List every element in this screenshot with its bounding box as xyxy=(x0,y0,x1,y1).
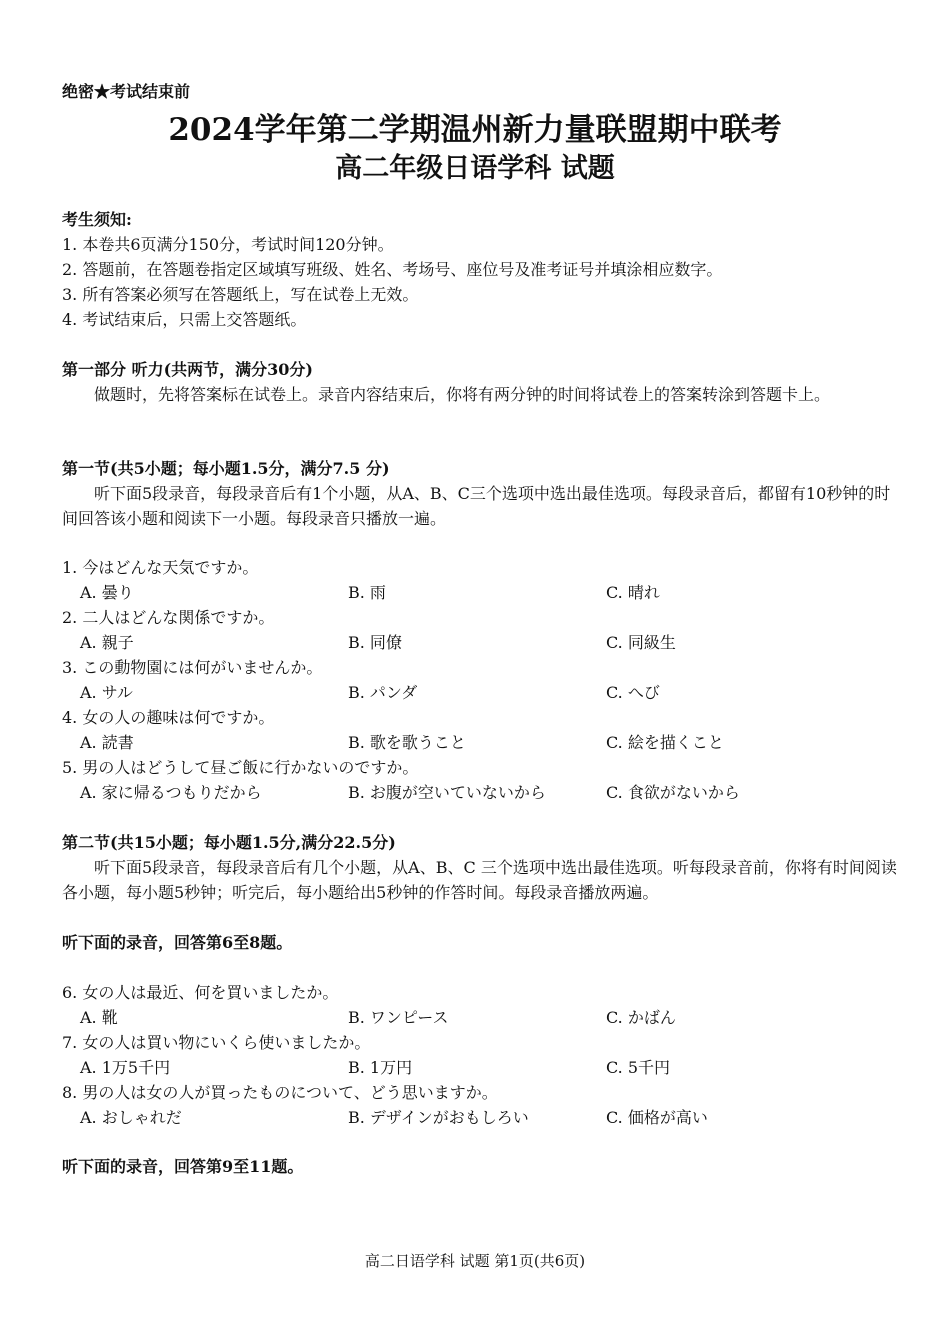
option-row xyxy=(62,630,902,655)
notice-heading: 考生须知: xyxy=(62,210,132,229)
exam-title: 2024学年第二学期温州新力量联盟期中联考 xyxy=(168,112,782,148)
option-c: C. 同級生 xyxy=(606,633,676,652)
option-row xyxy=(62,780,902,805)
option-a: A. おしゃれだ xyxy=(80,1108,182,1127)
question-text: 1. 今はどんな天気ですか。 xyxy=(62,558,259,577)
option-row xyxy=(62,680,902,705)
option-row xyxy=(62,730,902,755)
notice-item: 1. 本卷共6页满分150分，考试时间120分钟。 xyxy=(62,235,394,254)
option-c: C. 価格が高い xyxy=(606,1108,708,1127)
option-c: C. 5千円 xyxy=(606,1058,671,1077)
option-b: B. 同僚 xyxy=(348,633,402,652)
option-a: A. 親子 xyxy=(80,633,134,652)
option-c: C. 晴れ xyxy=(606,583,660,602)
notice-block xyxy=(62,207,902,332)
question-text: 4. 女の人の趣味は何ですか。 xyxy=(62,708,275,727)
question-text: 8. 男の人は女の人が買ったものについて、どう思いますか。 xyxy=(62,1083,498,1102)
notice-item: 3. 所有答案必须写在答题纸上，写在试卷上无效。 xyxy=(62,285,419,304)
page-footer: 高二日语学科 试题 第1页(共6页) xyxy=(364,1252,586,1270)
question-text: 7. 女の人は買い物にいくら使いましたか。 xyxy=(62,1033,371,1052)
question-text: 5. 男の人はどうして昼ご飯に行かないのですか。 xyxy=(62,758,419,777)
notice-item: 2. 答题前，在答题卷指定区域填写班级、姓名、考场号、座位号及准考证号并填涂相应数字。 xyxy=(62,260,723,279)
option-c: C. へび xyxy=(606,683,660,702)
option-b: B. ワンピース xyxy=(348,1008,449,1027)
option-a: A. 家に帰るつもりだから xyxy=(80,783,262,802)
group-heading: 听下面的录音，回答第6至8题。 xyxy=(62,933,293,952)
confidential-label: 绝密★考试结束前 xyxy=(62,82,191,101)
option-row xyxy=(62,1105,902,1130)
option-a: A. 1万5千円 xyxy=(80,1058,171,1077)
question-text: 3. この動物園には何がいませんか。 xyxy=(62,658,323,677)
option-c: C. 食欲がないから xyxy=(606,783,740,802)
option-a: A. 曇り xyxy=(80,583,134,602)
option-c: C. 絵を描くこと xyxy=(606,733,724,752)
section2-block xyxy=(62,830,902,905)
option-a: A. 靴 xyxy=(80,1008,118,1027)
part1-heading: 第一部分 听力(共两节，满分30分) xyxy=(62,360,313,379)
part1-block xyxy=(62,357,902,407)
question-text: 6. 女の人は最近、何を買いましたか。 xyxy=(62,983,339,1002)
option-b: B. 雨 xyxy=(348,583,386,602)
option-row xyxy=(62,1055,902,1080)
section2-heading: 第二节(共15小题；每小题1.5分,满分22.5分) xyxy=(62,833,396,852)
option-b: B. 1万円 xyxy=(348,1058,413,1077)
section1-block xyxy=(62,456,902,531)
notice-item: 4. 考试结束后，只需上交答题纸。 xyxy=(62,310,307,329)
option-b: B. パンダ xyxy=(348,683,418,702)
part1-instruction: 做题时，先将答案标在试卷上。录音内容结束后，你将有两分钟的时间将试卷上的答案转涂到答题卡上。 xyxy=(94,385,831,404)
option-b: B. デザインがおもしろい xyxy=(348,1108,529,1127)
section1-instruction: 听下面5段录音，每段录音后有1个小题，从A、B、C三个选项中选出最佳选项。每段录音后，都留有10秒钟的时间回答该小题和阅读下一小题。每段录音只播放一遍。 xyxy=(62,484,891,528)
option-a: A. 読書 xyxy=(80,733,134,752)
group-heading: 听下面的录音，回答第9至11题。 xyxy=(62,1157,304,1176)
option-c: C. かばん xyxy=(606,1008,676,1027)
section1-heading: 第一节(共5小题；每小题1.5分，满分7.5 分) xyxy=(62,459,390,478)
question-text: 2. 二人はどんな関係ですか。 xyxy=(62,608,275,627)
option-a: A. サル xyxy=(80,683,133,702)
option-row xyxy=(62,1005,902,1030)
option-b: B. 歌を歌うこと xyxy=(348,733,466,752)
option-row xyxy=(62,580,902,605)
section2-questions xyxy=(62,980,902,1130)
option-b: B. お腹が空いていないから xyxy=(348,783,546,802)
section2-instruction: 听下面5段录音，每段录音后有几个小题，从A、B、C 三个选项中选出最佳选项。听每段录音前，你将有时间阅读各小题，每小题5秒钟；听完后，每小题给出5秒钟的作答时间。每段录音播放两遍。 xyxy=(62,858,897,902)
exam-subtitle: 高二年级日语学科 试题 xyxy=(335,153,615,184)
section1-questions xyxy=(62,555,902,805)
